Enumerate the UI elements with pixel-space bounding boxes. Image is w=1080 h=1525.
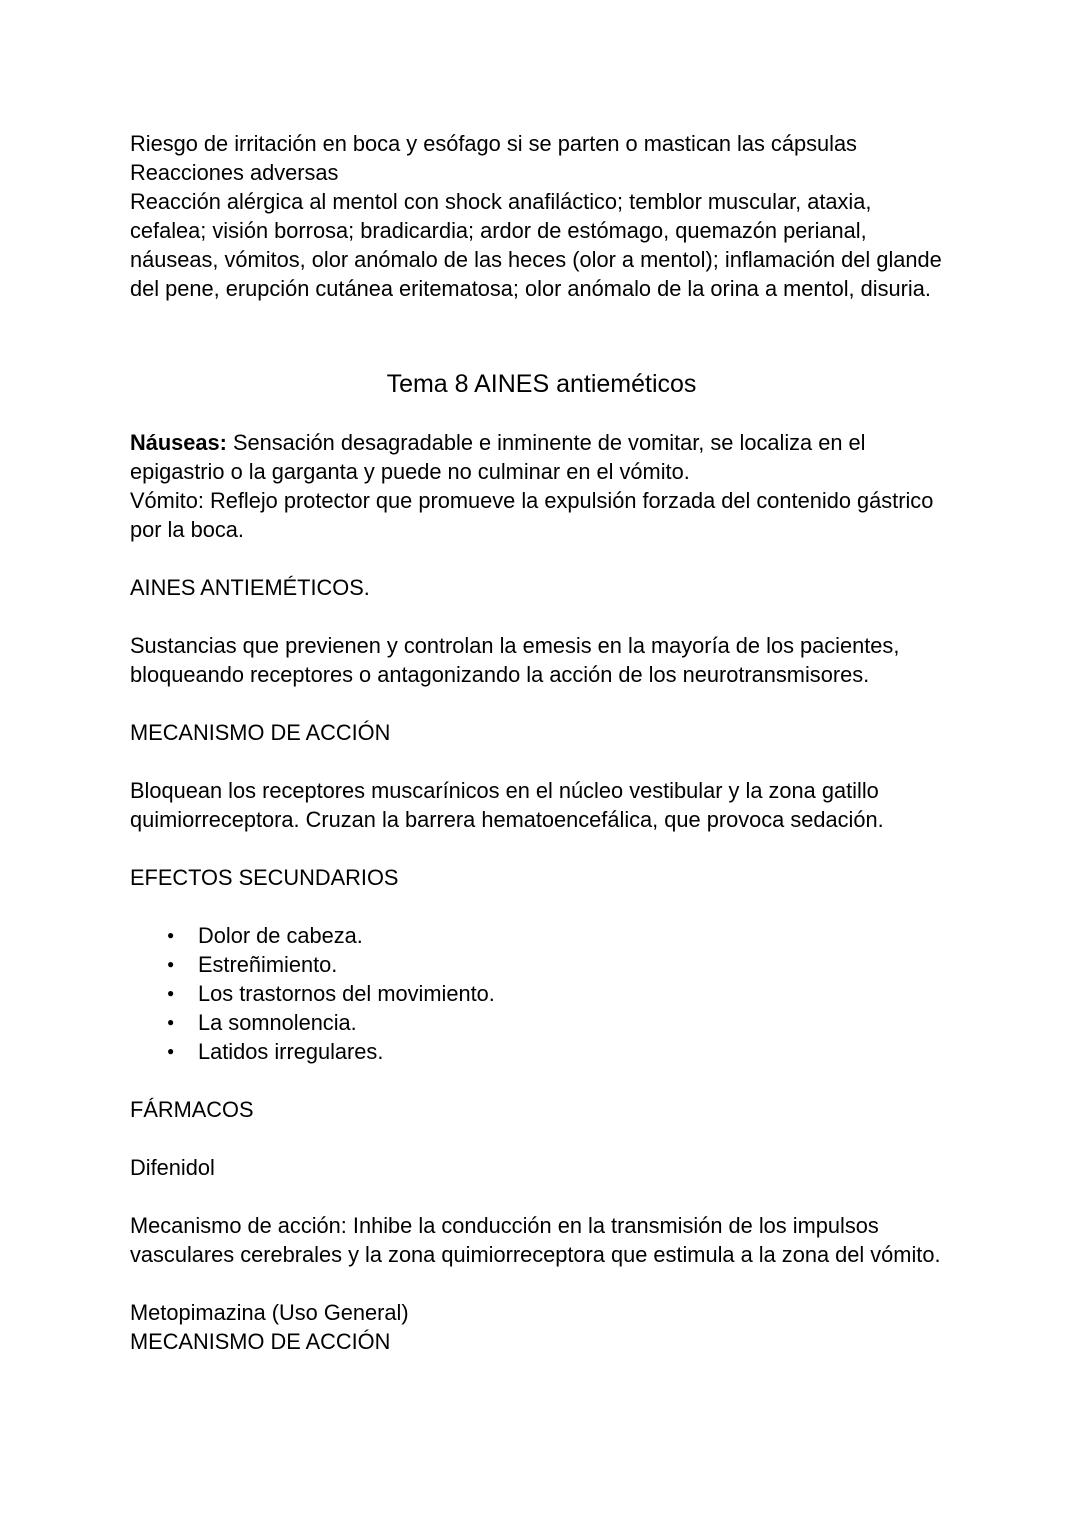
document-body	[130, 0, 953, 1356]
list-item-text: Dolor de cabeza.	[198, 923, 363, 948]
aines-section-text: Sustancias que previenen y controlan la emesis en la mayoría de los pacientes, bloqueando receptores o antagonizando la acción de los neurotransmisores.	[130, 633, 900, 687]
list-item	[130, 1008, 953, 1037]
bullet-icon: ●	[167, 1044, 175, 1058]
mechanism-section-heading: MECANISMO DE ACCIÓN	[130, 720, 391, 745]
list-item	[130, 950, 953, 979]
bullet-icon: ●	[167, 986, 175, 1000]
list-item	[130, 1037, 953, 1066]
metopimazina-block	[130, 1298, 953, 1356]
list-item	[130, 979, 953, 1008]
list-item-text: La somnolencia.	[198, 1010, 357, 1035]
drug-name-difenidol: Difenidol	[130, 1155, 215, 1180]
aines-section-heading: AINES ANTIEMÉTICOS.	[130, 575, 370, 600]
bullet-icon: ●	[167, 957, 175, 971]
drug-name-metopimazina: Metopimazina (Uso General)	[130, 1300, 409, 1325]
nausea-term: Náuseas:	[130, 430, 227, 455]
risk-warning-line: Riesgo de irritación en boca y esófago si se parten o mastican las cápsulas	[130, 131, 857, 156]
bullet-icon: ●	[167, 928, 175, 942]
metopimazina-mechanism-heading: MECANISMO DE ACCIÓN	[130, 1329, 391, 1354]
side-effects-heading: EFECTOS SECUNDARIOS	[130, 865, 399, 890]
mechanism-section-text: Bloquean los receptores muscarínicos en el núcleo vestibular y la zona gatillo quimiorreceptora. Cruzan la barrera hematoencefálica, que provoca sedación.	[130, 778, 884, 832]
bullet-icon: ●	[167, 1015, 175, 1029]
difenidol-mechanism-text: Mecanismo de acción: Inhibe la conducción en la transmisión de los impulsos vasculares cerebrales y la zona quimiorreceptora que estimula a la zona del vómito.	[130, 1213, 941, 1267]
definitions-block	[130, 428, 953, 544]
drugs-section-heading: FÁRMACOS	[130, 1097, 254, 1122]
list-item-text: Los trastornos del movimiento.	[198, 981, 495, 1006]
document-title: Tema 8 AINES antieméticos	[386, 370, 697, 398]
list-item-text: Estreñimiento.	[198, 952, 338, 977]
list-item	[130, 921, 953, 950]
adverse-reactions-text: Reacción alérgica al mentol con shock anafiláctico; temblor muscular, ataxia, cefalea; visión borrosa; bradicardia; ardor de estómago, quemazón perianal, náuseas, vómitos, olor anómalo de las heces (olor a mentol); inflamación del glande del pene, erupción cutánea eritematosa; olor anómalo de la orina a mentol, disuria.	[130, 189, 942, 301]
adverse-reactions-heading: Reacciones adversas	[130, 160, 339, 185]
list-item-text: Latidos irregulares.	[198, 1039, 384, 1064]
vomit-definition: Vómito: Reflejo protector que promueve la expulsión forzada del contenido gástrico por la boca.	[130, 488, 934, 542]
nausea-definition	[130, 428, 953, 486]
side-effects-list	[130, 921, 953, 1066]
nausea-definition-text: Sensación desagradable e inminente de vomitar, se localiza en el epigastrio o la garganta y puede no culminar en el vómito.	[130, 430, 866, 484]
